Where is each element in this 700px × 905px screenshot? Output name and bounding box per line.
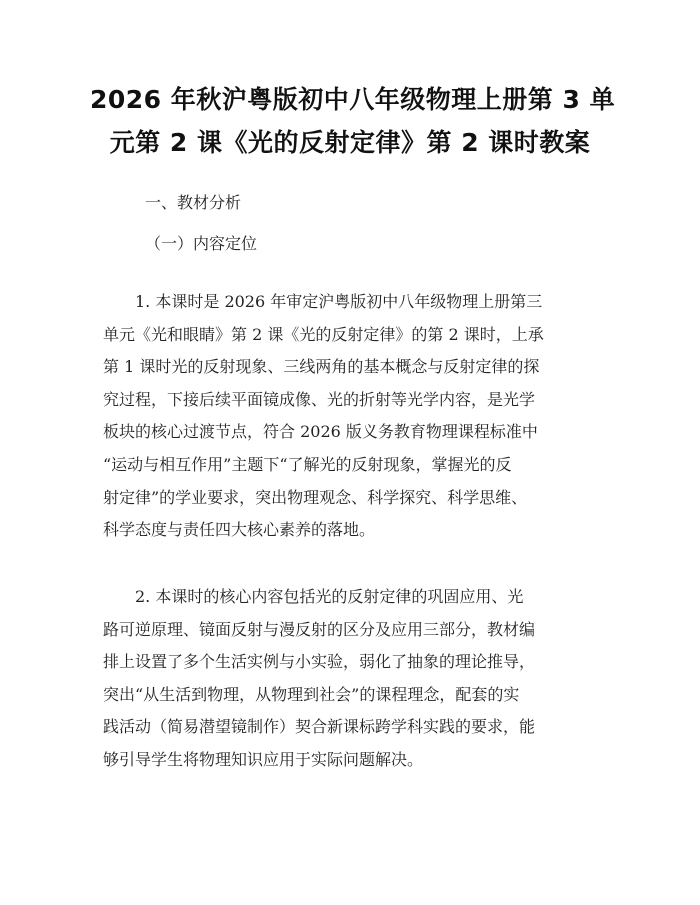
paragraph-line: 究过程，下接后续平面镜成像、光的折射等光学内容，是光学 [103, 389, 536, 409]
subsection-heading: （一）内容定位 [145, 234, 258, 253]
paragraph-line: 板块的核心过渡节点，符合 2026 版义务教育物理课程标准中 [103, 422, 538, 442]
title-line: 元第 2 课《光的反射定律》第 2 课时教案 [109, 128, 591, 157]
paragraph-line: 突出“从生活到物理，从物理到社会”的课程理念，配套的实 [103, 684, 520, 704]
paragraph-line: 第 1 课时光的反射现象、三线两角的基本概念与反射定律的探 [103, 357, 540, 377]
paragraph-line: 够引导学生将物理知识应用于实际问题解决。 [103, 749, 424, 769]
paragraph-line: 射定律”的学业要求，突出物理观念、科学探究、科学思维、 [103, 487, 528, 507]
section-heading: 一、教材分析 [145, 193, 242, 212]
paragraph-line: 科学态度与责任四大核心素养的落地。 [103, 520, 376, 540]
paragraph-line: 路可逆原理、镜面反射与漫反射的区分及应用三部分，教材编 [103, 619, 536, 639]
paragraph-1 [103, 286, 601, 547]
paragraph-line: 排上设置了多个生活实例与小实验，弱化了抽象的理论推导， [103, 652, 536, 672]
paragraph-2 [103, 581, 601, 777]
document-title [90, 78, 616, 164]
paragraph-line: 单元《光和眼睛》第 2 课《光的反射定律》的第 2 课时，上承 [103, 324, 544, 344]
title-line: 2026 年秋沪粤版初中八年级物理上册第 3 单 [90, 85, 616, 114]
paragraph-line: 践活动（简易潜望镜制作）契合新课标跨学科实践的要求，能 [103, 717, 536, 737]
paragraph-line: 1. 本课时是 2026 年审定沪粤版初中八年级物理上册第三 [103, 292, 543, 311]
paragraph-line: 2. 本课时的核心内容包括光的反射定律的巩固应用、光 [103, 587, 524, 606]
paragraph-line: “运动与相互作用”主题下“了解光的反射现象，掌握光的反 [103, 454, 512, 474]
